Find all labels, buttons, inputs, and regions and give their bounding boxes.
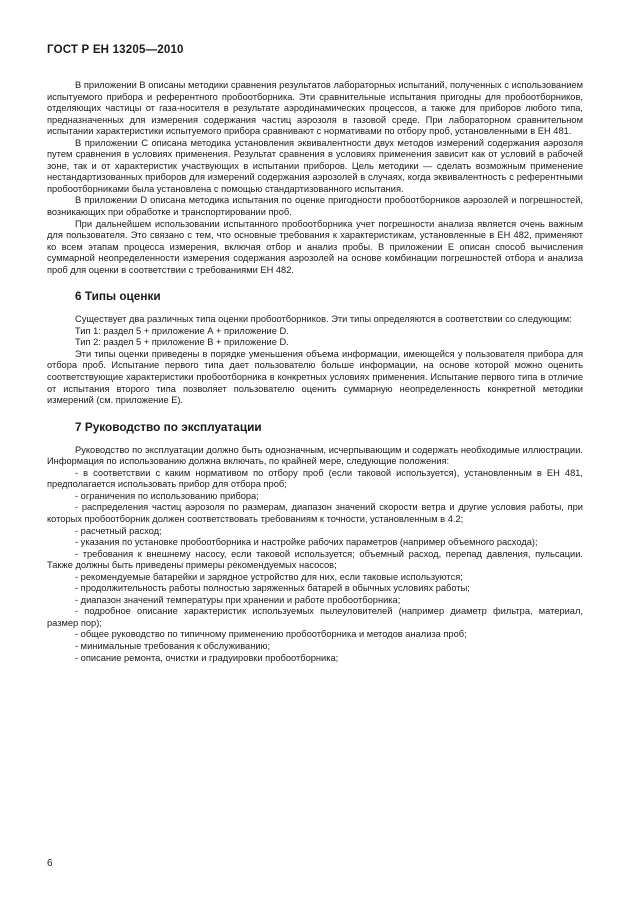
section-7-paragraph: Руководство по эксплуатации должно быть однозначным, исчерпывающим и содержать необходимые иллюстрации. Информация по использованию должна включать, по крайней мере, следующие положения:: [47, 444, 583, 467]
section-7-list-item: - ограничения по использованию прибора;: [75, 490, 259, 501]
section-7-list-item: - требования к внешнему насосу, если таковой используется; объемный расход, перепад давления, пульсации. Также должны быть приведены примеры рекомендуемых насосов;: [47, 548, 583, 571]
section-6-paragraph: Существует два различных типа оценки пробоотборников. Эти типы определяются в соответствии со следующим:: [75, 314, 572, 325]
section-7-list-item: - описание ремонта, очистки и градуировки пробоотборника;: [75, 652, 339, 663]
section-7-list-item: - продолжительность работы полностью заряженных батарей в обычных условиях работы;: [75, 583, 470, 594]
section-6-type-1: Тип 1: раздел 5 + приложение А + приложение D.: [75, 325, 289, 336]
page-number: 6: [47, 858, 53, 869]
section-7-list-item: - расчетный расход;: [75, 525, 162, 536]
paragraph-annex-d: В приложении D описана методика испытания по оценке пригодности пробоотборников аэрозолей и погрешностей, возникающих при обработке и транспортировании проб.: [47, 195, 583, 218]
section-7-list-item: - минимальные требования к обслуживанию;: [75, 640, 271, 651]
section-6-title: 6 Типы оценки: [75, 289, 161, 304]
standard-header: ГОСТ Р ЕН 13205—2010: [47, 44, 184, 56]
section-7-list-item: - рекомендуемые батарейки и зарядное устройство для них, если таковые используются;: [75, 571, 463, 582]
section-7-list-item: - указания по установке пробоотборника и настройке рабочих параметров (например объемного расхода);: [75, 537, 538, 548]
section-7-list-item: - распределения частиц аэрозоля по размерам, диапазон значений скорости ветра и другие условия работы, при которых пробоотборник должен соответствовать требованиям к точности, установленным в 4.2;: [47, 502, 583, 524]
section-7-list-item: - подробное описание характеристик используемых пылеуловителей (например диаметр фильтра, материал, размер пор);: [47, 606, 583, 628]
paragraph-annex-b: В приложении В описаны методики сравнения результатов лабораторных испытаний, полученных с использованием испытуемого прибора и референтного пробоотборника. Эти сравнительные испытания пригодны для пробоотборников, отделяющих частицы от газа-носителя в результате аэродинамических процессов, а также для приборов любого типа, предназначенных для измерения содержания частиц аэрозоля в газовой среде. При лабораторном сравнительном испытании характеристики испытуемого прибора сравнивают с нормативами по отбору проб, установленными в ЕН 481.: [47, 80, 583, 137]
section-6-type-2: Тип 2: раздел 5 + приложение В + приложение D.: [75, 337, 289, 348]
paragraph-analysis-error: При дальнейшем использовании испытанного пробоотборника учет погрешности анализа является очень важным для пользователя. Это связано с тем, что основные требования к характеристикам, установленные в ЕН 482, применяют ко всем этапам процесса измерения, включая отбор и анализ пробы. В приложении Е описан способ вычисления суммарной неопределенности измерения содержания аэрозолей на основе комбинации погрешностей отбора и анализа проб для оценки в соответствии с требованиями ЕН 482.: [47, 218, 583, 275]
section-7-list-item: - в соответствии с каким нормативом по отбору проб (если таковой используется), установленным в ЕН 481, предполагается использовать прибор для отбора проб;: [47, 467, 583, 490]
body-text: [47, 80, 583, 664]
section-6-paragraph: Эти типы оценки приведены в порядке уменьшения объема информации, имеющейся у пользователя прибора для отбора проб. Испытание первого типа дает пользователю больше информации, на основе которой можно оценить соответствующие характеристики пробоотборника в конкретных условиях применения. Испытание первого типа в отличие от испытания второго типа позволяет пользователю оценить суммарную неопределенность конкретной методики измерений (см. приложение Е).: [47, 348, 583, 406]
section-7-title: 7 Руководство по эксплуатации: [75, 419, 262, 434]
section-7-list-item: - диапазон значений температуры при хранении и работе пробоотборника;: [75, 594, 401, 605]
section-7-list-item: - общее руководство по типичному применению пробоотборника и методов анализа проб;: [75, 629, 467, 640]
paragraph-annex-c: В приложении С описана методика установления эквивалентности двух методов измерений содержания аэрозоля путем сравнения в условиях применения. Результат сравнения в условиях применения зависит как от условий в рабочей зоне, так и от характеристик участвующих в испытании приборов. Цель методики — сделать возможным применение нестандартизованных приборов для измерений содержания аэрозолей в случаях, когда эквивалентность с референтными пробоотборниками была установлена с помощью стандартизованного испытания.: [47, 137, 583, 194]
